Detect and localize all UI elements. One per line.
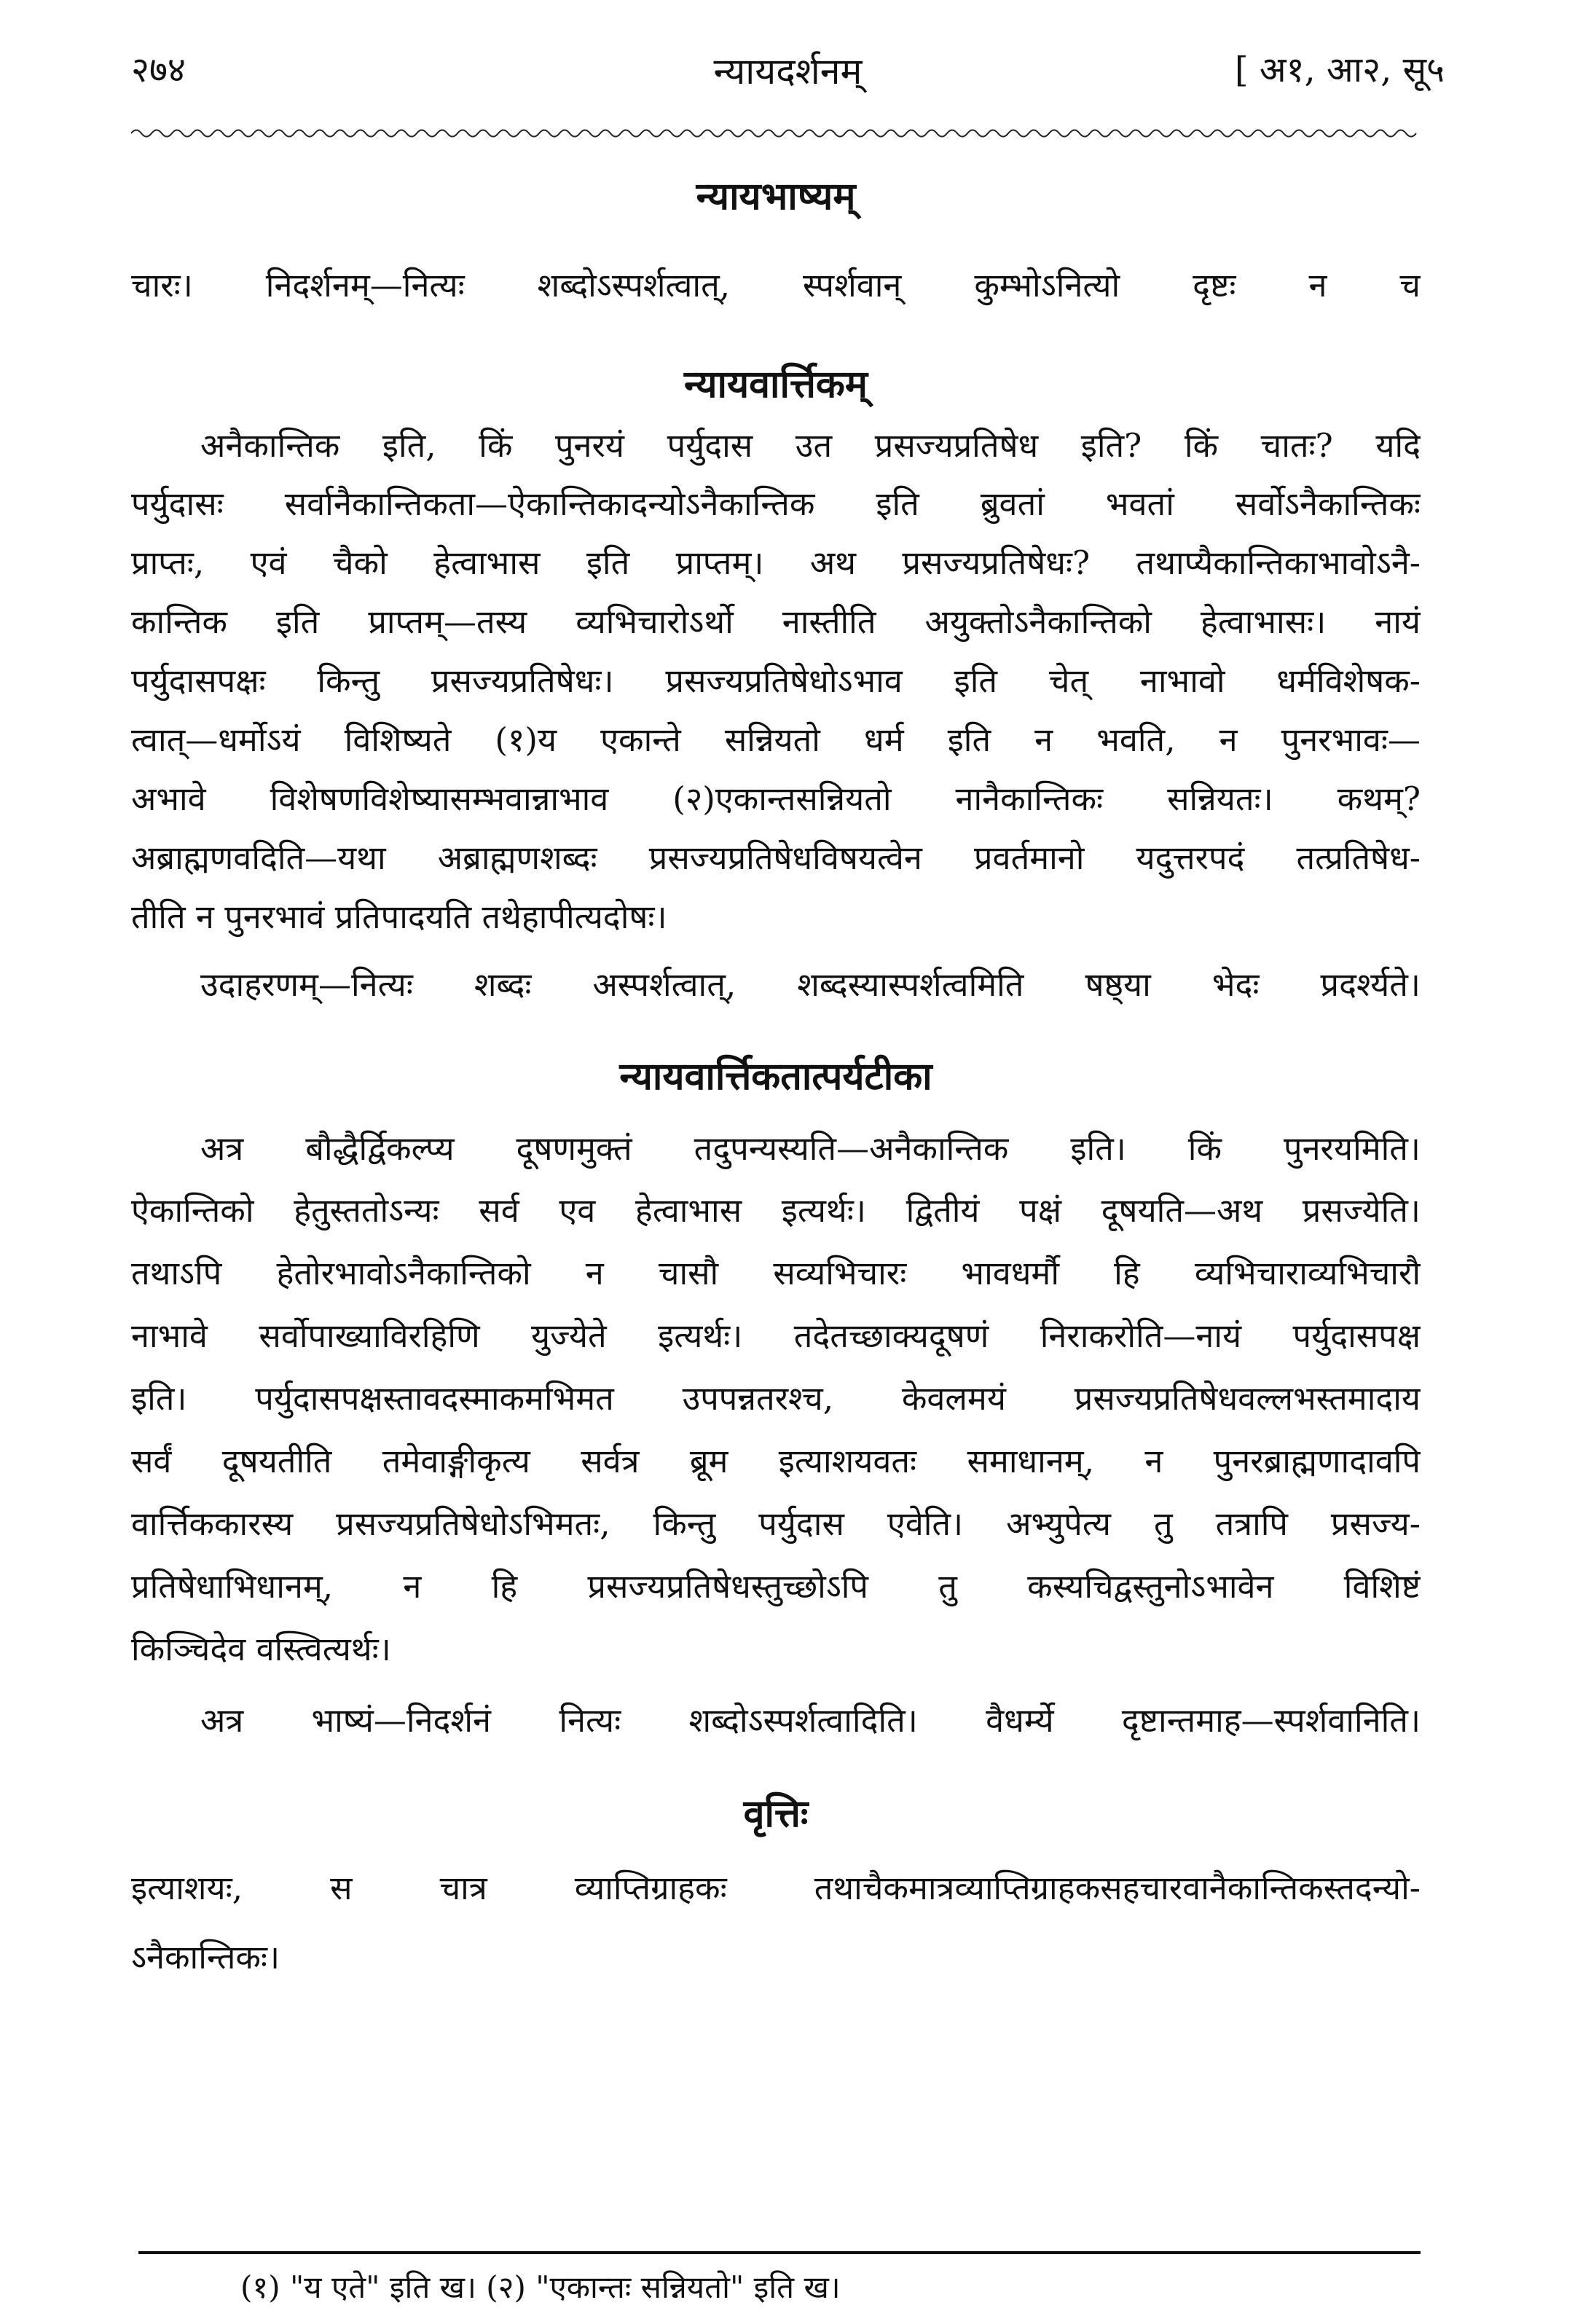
section-heading-tika: न्यायवार्त्तिकतात्पर्यटीका (619, 1054, 932, 1099)
vartika-line: पर्युदासपक्षः किन्तु प्रसज्यप्रतिषेधः। प्रसज्यप्रतिषेधोऽभाव इति चेत् नाभावो धर्मविशेषक- (131, 662, 1421, 700)
chapter-reference: [ अ१, आ२, सू५ (1234, 50, 1445, 90)
tika-line: अत्र बौद्धैर्द्विकल्प्य दूषणमुक्तं तदुपन्यस्यति—अनैकान्तिक इति। किं पुनरयमिति। (200, 1129, 1421, 1168)
section-heading-vartika: न्यायवार्त्तिकम् (684, 362, 868, 407)
page-number: २७४ (131, 50, 186, 90)
tika-line: वार्त्तिककारस्य प्रसज्यप्रतिषेधोऽभिमतः, किन्तु पर्युदास एवेति। अभ्युपेत्य तु तत्रापि प्रसज्य- (131, 1504, 1421, 1543)
vartika-line: कान्तिक इति प्राप्तम्—तस्य व्यभिचारोऽर्थो नास्तीति अयुक्तोऽनैकान्तिको हेत्वाभासः। नायं (131, 602, 1421, 641)
vritti-line: इत्याशयः, स चात्र व्याप्तिग्राहकः तथाचैकमात्रव्याप्तिग्राहकसहचारवानैकान्तिकस्तदन्यो- (131, 1869, 1421, 1907)
page-header (131, 45, 1445, 111)
tika-line: किञ्चिदेव वस्त्वित्यर्थः। (131, 1630, 391, 1668)
bhashya-line: चारः। निदर्शनम्—नित्यः शब्दोऽस्पर्शत्वात्, स्पर्शवान् कुम्भोऽनित्यो दृष्टः न च (131, 266, 1421, 305)
vartika-line: त्वात्—धर्मोऽयं विशिष्यते (१)य एकान्ते सन्नियतो धर्म इति न भवति, न पुनरभावः— (131, 721, 1421, 759)
footnotes: (१) "य एते" इति ख। (२) "एकान्तः सन्नियतो" इति ख। (240, 2269, 841, 2305)
vritti-line: ऽनैकान्तिकः। (131, 1938, 280, 1976)
footnote-rule (138, 2251, 1421, 2254)
tika-line: सर्वं दूषयतीति तमेवाङ्गीकृत्य सर्वत्र ब्रूम इत्याशयवतः समाधानम्, न पुनरब्राह्मणादावपि (131, 1442, 1421, 1480)
tika-line: प्रतिषेधाभिधानम्, न हि प्रसज्यप्रतिषेधस्तुच्छोऽपि तु कस्यचिद्वस्तुनोऽभावेन विशिष्टं (131, 1567, 1421, 1606)
tika-indented-line: अत्र भाष्यं—निदर्शनं नित्यः शब्दोऽस्पर्शत्वादिति। वैधर्म्ये दृष्टान्तमाह—स्पर्शवानिति। (200, 1701, 1421, 1740)
vartika-line: अभावे विशेषणविशेष्यासम्भवान्नाभाव (२)एकान्तसन्नियतो नानैकान्तिकः सन्नियतः। कथम्? (131, 780, 1421, 818)
vartika-line: अनैकान्तिक इति, किं पुनरयं पर्युदास उत प्रसज्यप्रतिषेध इति? किं चातः? यदि (200, 426, 1421, 465)
running-title: न्यायदर्शनम् (713, 50, 863, 93)
vartika-line: तीति न पुनरभावं प्रतिपादयति तथेहापीत्यदोषः। (131, 898, 667, 936)
tika-line: इति। पर्युदासपक्षस्तावदस्माकमभिमत उपपन्नतरश्च, केवलमयं प्रसज्यप्रतिषेधवल्लभस्तमादाय (131, 1379, 1421, 1418)
tika-line: तथाऽपि हेतोरभावोऽनैकान्तिको न चासौ सव्यभिचारः भावधर्मौ हि व्यभिचाराव्यभिचारौ (131, 1254, 1421, 1292)
vartika-line: प्राप्तः, एवं चैको हेत्वाभास इति प्राप्तम्। अथ प्रसज्यप्रतिषेधः? तथाप्यैकान्तिकाभावोऽनै- (131, 543, 1421, 582)
vartika-indented-line: उदाहरणम्—नित्यः शब्दः अस्पर्शत्वात्, शब्दस्यास्पर्शत्वमिति षष्ठ्या भेदः प्रदर्श्यते। (200, 965, 1421, 1004)
section-heading-vritti: वृत्तिः (743, 1791, 809, 1836)
section-heading-bhashya: न्यायभाष्यम् (696, 174, 856, 219)
tika-line: ऐकान्तिको हेतुस्ततोऽन्यः सर्व एव हेत्वाभास इत्यर्थः। द्वितीयं पक्षं दूषयति—अथ प्रसज्येति। (131, 1191, 1421, 1230)
header-wavy-rule (131, 125, 1421, 141)
vartika-line: पर्युदासः सर्वानैकान्तिकता—ऐकान्तिकादन्योऽनैकान्तिक इति ब्रुवतां भवतां सर्वोऽनैकान्तिकः (131, 484, 1421, 523)
vartika-line: अब्राह्मणवदिति—यथा अब्राह्मणशब्दः प्रसज्यप्रतिषेधविषयत्वेन प्रवर्तमानो यदुत्तरपदं तत्प्रतिषेध- (131, 839, 1421, 877)
tika-line: नाभावे सर्वोपाख्याविरहिणि युज्येते इत्यर्थः। तदेतच्छाक्यदूषणं निराकरोति—नायं पर्युदासपक्ष (131, 1316, 1421, 1355)
